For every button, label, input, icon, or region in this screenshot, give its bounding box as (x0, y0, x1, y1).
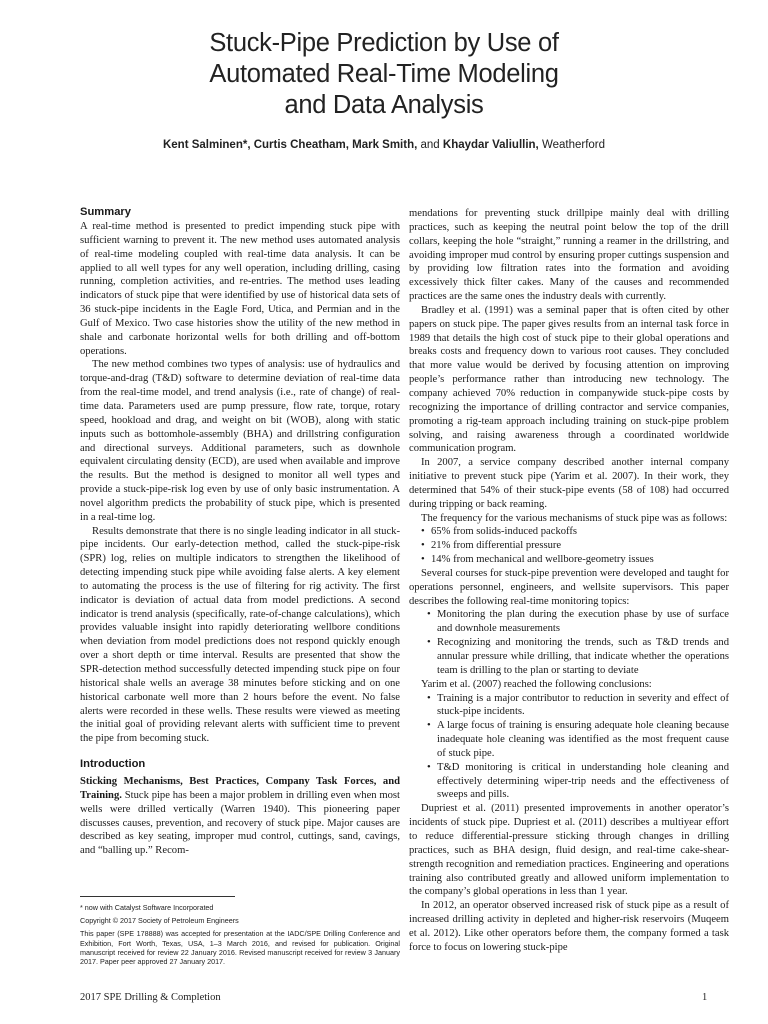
list-item: • T&D monitoring is critical in understanding hole cleaning and effectively determining wiper-trip needs and the effectiveness of sweeps and pills. (409, 761, 729, 803)
title-line-2: Automated Real-Time Modeling (209, 60, 559, 88)
list-item: • Training is a major contributor to reduction in severity and effect of stuck-pipe incidents. (409, 692, 729, 720)
title-line-1: Stuck-Pipe Prediction by Use of (209, 29, 559, 57)
list-item: • 14% from mechanical and wellbore-geometry issues (409, 553, 729, 567)
author-names-last: Khaydar Valiullin, (442, 139, 539, 151)
right-paragraph-1: mendations for preventing stuck drillpipe mainly deal with drilling practices, such as keeping the neutral point below the top of the drill collars, keeping the hole “straight,” running a reamer in the drillstring, and avoiding improper mud control by ensuring proper cuttings suspension and by providing low filtration rates into the formation and avoiding excessively thick filter cakes. Many of the causes and recommended practices are the same ones the industry deals with currently. (409, 208, 729, 303)
right-paragraph-3: In 2007, a service company described another internal company initiative to prevent stuck pipe (Yarim et al. 2007). In their work, they determined that 54% of their stuck-pipe events (58 of 108) had occurred during tripping or back reaming. (409, 457, 729, 510)
left-column (80, 205, 400, 858)
introduction-runin-heading: Sticking Mechanisms, Best Practices, Company Task Forces, and Training. (80, 776, 400, 801)
right-paragraph-2: Bradley et al. (1991) was a seminal paper that is often cited by other papers on stuck pipe. The paper gives results from an internal task force in 1989 that details the high cost of stuck pipe to their global operations and breaks costs and frequency down to various root causes. They concluded that more value would be derived by focusing attention on improving people’s performance rather than introducing new technology. The company achieved 70% reduction in companywide stuck-pipe costs by recognizing the importance of drilling contractor and service companies, promoting a rig-team approach including training on stuck-pipe problem solving, and raising awareness through a coordinated worldwide communication program. (409, 304, 729, 455)
conclusions-bullet-list (409, 692, 729, 803)
introduction-paragraph-1 (80, 775, 400, 858)
footnote-copyright: Copyright © 2017 Society of Petroleum Engineers (80, 916, 239, 926)
introduction-heading: Introduction (80, 758, 146, 771)
paper-title (80, 28, 688, 121)
list-item: • A large focus of training is ensuring adequate hole cleaning because inadequate hole cleaning was identified as the most frequent cause of stuck pipe. (409, 719, 729, 761)
summary-heading: Summary (80, 206, 131, 218)
right-column (409, 207, 729, 955)
page-number: 1 (702, 992, 708, 1003)
introduction-paragraph-1-text: Stuck pipe has been a major problem in drilling even when most wells were drilled vertically (Warren 1940). This pioneering paper discusses causes, prevention, and recovery of stuck pipe. Major causes are described as key seating, improper mud control, cuttings, sand, cavings, and “balling up.” Recom- (80, 789, 400, 857)
author-affiliation: Weatherford (538, 139, 606, 151)
summary-paragraph-2: The new method combines two types of analysis: use of hydraulics and torque-and-drag (T&D) software to determine deviation of real-time data from the real-time model, and trend analysis (i.e., rate of change) of real-time data. Parameters used are pump pressure, flow rate, torque, rotary speed, hookload and drag, and weight on bit (WOB), along with static inputs such as bottomhole-assembly (BHA) and drillstring configuration and directional surveys. Additional parameters, such as downhole equivalent circulating density (ECD), are used when available and improve the results. But the method is designed to monitor all well types and provide a stuck-pipe-risk log even by use of only basic instrumentation. A novel algorithm predicts the probability of stuck pipe, which is presented in a real-time log. (80, 359, 400, 523)
list-item: • Recognizing and monitoring the trends, such as T&D trends and annular pressure while drilling, that indicate whether the operations team is drilling to the plan or starting to deviate (409, 636, 729, 678)
footnote-divider (80, 896, 235, 897)
journal-footer: 2017 SPE Drilling & Completion (80, 992, 221, 1003)
author-names-primary: Kent Salminen*, Curtis Cheatham, Mark Smith, (162, 139, 418, 151)
summary-paragraph-1: A real-time method is presented to predict impending stuck pipe with sufficient warning to prevent it. The new method uses automated analysis of real-time modeling coupled with real-time data analysis. It can be applied to all well types for any well operation, including drilling, casing running, completion activities, and re-entries. The method uses leading indicators of stuck pipe that were identified by use of historical data sets of 36 stuck-pipe incidents in the Eagle Ford, Utica, and Permian and in the Gulf of Mexico. Two case histories show the utility of the new method in shale and carbonate horizontal wells for both drilling and off-bottom operations. (80, 221, 400, 357)
right-paragraph-6: Yarim et al. (2007) reached the following conclusions: (421, 678, 652, 690)
right-paragraph-4: The frequency for the various mechanisms of stuck pipe was as follows: (421, 512, 728, 524)
footnotes (80, 896, 400, 970)
author-conjunction: and (417, 139, 443, 151)
mechanism-bullet-list (409, 525, 729, 567)
author-line (60, 139, 708, 151)
footnote-affiliation: * now with Catalyst Software Incorporated (80, 903, 214, 912)
right-paragraph-7: Dupriest et al. (2011) presented improvements in another operator’s incidents of stuck pipe. Dupriest et al. (2011) describes a multiyear effort to reduce differential-pressure sticking through changes in drilling practices, such as BHA design, fluid design, and real-time cake-shear-strength recognition and remediation practices. Engineering and operations training also contributed greatly and allowed uniform implementation to the company’s global operations in less than 1 year. (409, 803, 729, 898)
list-item: • 65% from solids-induced packoffs (409, 525, 729, 539)
list-item: • Monitoring the plan during the execution phase by use of surface and downhole measurements (409, 608, 729, 636)
summary-paragraph-3: Results demonstrate that there is no single leading indicator in all stuck-pipe incidents. Our early-detection method, called the stuck-pipe-risk (SPR) log, relies on multiple indicators to strengthen the likelihood of detecting impending stuck pipe while avoiding false alerts. A key element to automating the process is the use of filtering for rig activity. The first indicator is deviation of actual data from model predictions. A second indicator is trend analysis (specifically, rate-of-change calculations), which provides valuable insight into rapidly deteriorating wellbore conditions when deviation from model predictions does not respond quickly enough over a short depth or time interval. Results are presented that show the SPR-detection method successfully detected impending stuck pipe on four historical shale wells an average 38 minutes before sticking and on one historical carbonate well more than 2 hours before the event. No false alerts were recorded in these wells. These results were viewed as meeting the initial goal of providing relevant alerts with sufficient time to prevent the pipe from becoming stuck. (80, 525, 400, 745)
footnote-publication-history: This paper (SPE 178888) was accepted for presentation at the IADC/SPE Drilling Conference and Exhibition, Fort Worth, Texas, USA, 1–3 March 2016, and revised for publication. Original manuscript received for review 22 January 2016. Revised manuscript received for review 3 January 2017. Paper peer approved 27 January 2017. (80, 929, 400, 967)
list-item: • 21% from differential pressure (409, 539, 729, 553)
monitoring-bullet-list (409, 608, 729, 677)
right-paragraph-8: In 2012, an operator observed increased risk of stuck pipe as a result of increased drilling activity in depleted and higher-risk reservoirs (Muqeem et al. 2012). Like other operators before them, the company formed a task force to focus on lowering stuck-pipe (409, 900, 729, 953)
right-paragraph-5: Several courses for stuck-pipe prevention were developed and taught for operations personnel, engineers, and wellsite supervisors. This paper describes the following real-time monitoring topics: (409, 567, 729, 607)
title-line-3: and Data Analysis (284, 91, 484, 119)
